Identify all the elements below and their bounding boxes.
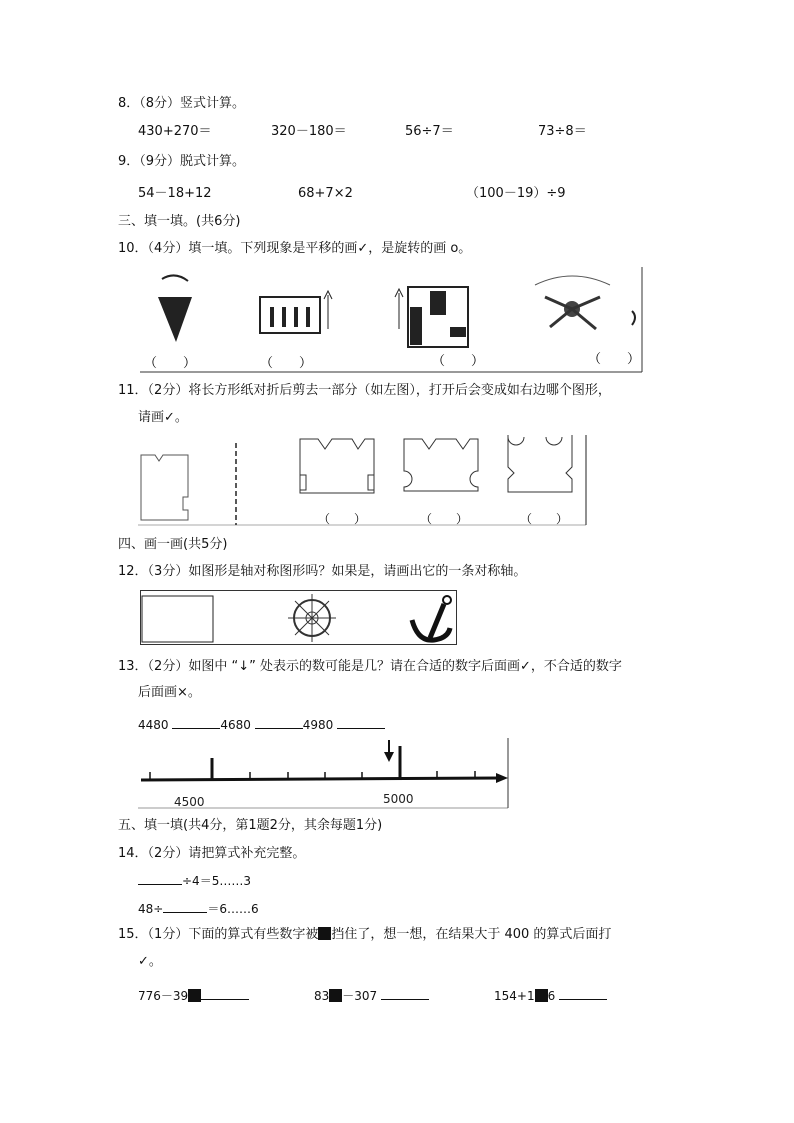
q11-title: 11．（2分）将长方形纸对折后剪去一部分（如左图），打开后会变成如右边哪个图形， bbox=[118, 383, 611, 398]
q8-item: 56÷7＝ bbox=[405, 124, 454, 139]
q11-title-line2: 请画✓。 bbox=[138, 410, 188, 425]
q10-figure bbox=[140, 267, 644, 373]
fan-icon bbox=[158, 297, 192, 342]
number-line-axis bbox=[141, 778, 500, 780]
abacus-icon bbox=[260, 297, 320, 333]
q8-item: 73÷8＝ bbox=[538, 124, 587, 139]
section-3-heading: 三、填一填。(共6分) bbox=[118, 214, 241, 229]
expression-text: 154+1 bbox=[494, 989, 535, 1003]
option-value: 4480 bbox=[138, 718, 169, 732]
q10-title: 10．（4分）填一填。下列现象是平移的画✓，是旋转的画 o。 bbox=[118, 241, 472, 256]
answer-blank[interactable] bbox=[255, 716, 303, 729]
q14-title: 14．（2分）请把算式补充完整。 bbox=[118, 846, 306, 861]
option-value: 4980 bbox=[302, 718, 334, 732]
option-shape-a bbox=[300, 439, 374, 493]
equation-text: ＝6……6 bbox=[207, 902, 259, 916]
q10-answer-slot: （ ） bbox=[260, 356, 313, 371]
q10-answer-slot: （ ） bbox=[588, 352, 641, 367]
down-arrow-icon: ↓ bbox=[238, 659, 250, 674]
q8-item: 430+270＝ bbox=[138, 124, 212, 139]
anchor-icon bbox=[412, 596, 451, 640]
answer-blank[interactable] bbox=[337, 716, 385, 729]
q14-equation-1 bbox=[138, 872, 251, 889]
hidden-digit-box bbox=[188, 989, 201, 1002]
section-4-heading: 四、画一画(共5分) bbox=[118, 537, 228, 552]
q15-item bbox=[494, 987, 607, 1004]
expression-text: 6 bbox=[547, 989, 556, 1003]
number-line-figure bbox=[138, 738, 510, 810]
answer-blank[interactable] bbox=[201, 987, 249, 1000]
q8-item: 320－180＝ bbox=[271, 124, 347, 139]
q10-answer-slot: （ ） bbox=[432, 354, 485, 369]
hidden-digit-box bbox=[535, 989, 548, 1002]
q14-equation-2 bbox=[138, 900, 259, 917]
q13-title bbox=[118, 659, 622, 675]
expression-text: －307 bbox=[342, 989, 378, 1003]
q9-item: （100－19）÷9 bbox=[466, 186, 566, 201]
hidden-digit-box bbox=[318, 927, 331, 940]
q11-answer-slot: （ ） bbox=[520, 512, 569, 526]
q13-title-line2: 后面画×。 bbox=[138, 685, 201, 700]
q11-figure bbox=[138, 435, 588, 527]
option-value: 4680 bbox=[220, 718, 251, 732]
rectangle-shape bbox=[142, 596, 213, 642]
answer-blank[interactable] bbox=[163, 900, 207, 913]
q13-title-a: 13．（2分）如图中 “ bbox=[118, 659, 239, 674]
answer-blank[interactable] bbox=[559, 987, 607, 1000]
answer-blank[interactable] bbox=[381, 987, 429, 1000]
section-5-heading: 五、填一填(共4分，第1题2分，其余每题1分) bbox=[118, 818, 383, 833]
q10-answer-slot: （ ） bbox=[144, 356, 197, 371]
number-line-label: 5000 bbox=[383, 792, 414, 806]
equation-text: 48÷ bbox=[138, 902, 164, 916]
q8-title: 8．（8分）竖式计算。 bbox=[118, 96, 246, 111]
answer-blank[interactable] bbox=[172, 716, 220, 729]
q9-title: 9．（9分）脱式计算。 bbox=[118, 154, 246, 169]
q15-title-a: 15．（1分）下面的算式有些数字被 bbox=[118, 927, 319, 942]
q15-title-line2: ✓。 bbox=[138, 954, 162, 969]
number-line-label: 4500 bbox=[174, 795, 205, 809]
folded-paper-shape bbox=[141, 455, 188, 520]
q15-title bbox=[118, 927, 611, 943]
q12-title: 12．（3分）如图形是轴对称图形吗？如果是，请画出它的一条对称轴。 bbox=[118, 564, 527, 579]
q11-answer-slot: （ ） bbox=[420, 512, 469, 526]
q13-title-b: ” 处表示的数可能是几？请在合适的数字后面画✓，不合适的数字 bbox=[249, 659, 622, 674]
option-shape-b bbox=[404, 439, 478, 491]
q11-answer-slot: （ ） bbox=[318, 512, 367, 526]
q15-item bbox=[314, 987, 429, 1004]
hidden-digit-box bbox=[329, 989, 342, 1002]
equation-text: ÷4＝5……3 bbox=[182, 874, 251, 888]
option-shape-c bbox=[508, 435, 572, 492]
q13-options bbox=[138, 716, 385, 733]
q9-item: 54－18+12 bbox=[138, 186, 212, 201]
q15-title-b: 挡住了，想一想，在结果大于 400 的算式后面打 bbox=[331, 927, 612, 942]
q9-item: 68+7×2 bbox=[298, 186, 353, 201]
q12-figure bbox=[140, 590, 458, 646]
expression-text: 776－39 bbox=[138, 989, 189, 1003]
answer-blank[interactable] bbox=[138, 872, 182, 885]
expression-text: 83 bbox=[314, 989, 330, 1003]
q15-item bbox=[138, 987, 249, 1004]
